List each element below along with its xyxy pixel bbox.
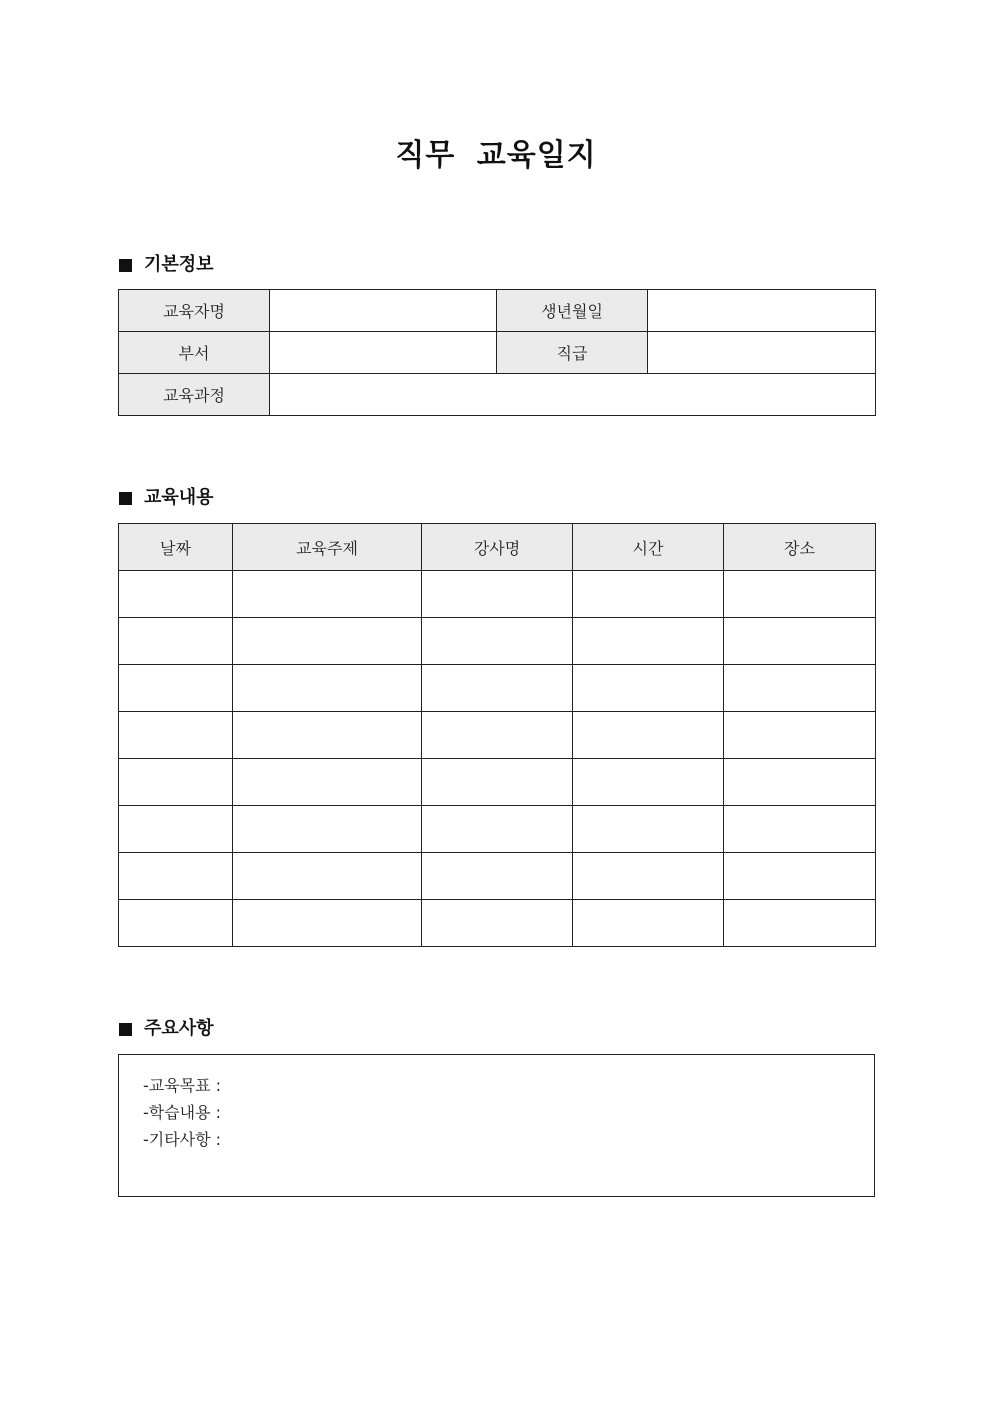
date-cell[interactable] [119, 900, 233, 947]
page-title: 직무 교육일지 [395, 138, 597, 173]
topic-cell[interactable] [233, 665, 422, 712]
time-cell[interactable] [573, 900, 724, 947]
topic-cell[interactable] [233, 759, 422, 806]
table-header-row [119, 524, 876, 571]
square-bullet-icon [119, 492, 132, 505]
table-row [119, 806, 876, 853]
instructor-cell[interactable] [422, 571, 573, 618]
key-points-box[interactable] [118, 1054, 875, 1197]
location-cell[interactable] [724, 665, 876, 712]
time-cell[interactable] [573, 806, 724, 853]
course-field[interactable] [270, 374, 876, 416]
table-row [119, 853, 876, 900]
topic-cell[interactable] [233, 712, 422, 759]
trainee-name-label: 교육자명 [119, 290, 270, 332]
section-title: 기본정보 [144, 254, 214, 275]
time-cell[interactable] [573, 665, 724, 712]
table-row [119, 759, 876, 806]
location-cell[interactable] [724, 806, 876, 853]
instructor-cell[interactable] [422, 759, 573, 806]
instructor-cell[interactable] [422, 712, 573, 759]
note-line-learning: -학습내용 : [143, 1103, 222, 1122]
location-cell[interactable] [724, 853, 876, 900]
location-cell[interactable] [724, 900, 876, 947]
section-title: 교육내용 [144, 487, 214, 508]
time-cell[interactable] [573, 712, 724, 759]
position-field[interactable] [648, 332, 876, 374]
location-cell[interactable] [724, 712, 876, 759]
location-cell[interactable] [724, 571, 876, 618]
basic-info-table [118, 289, 876, 416]
column-header-time: 시간 [573, 524, 724, 571]
instructor-cell[interactable] [422, 618, 573, 665]
note-line-goal: -교육목표 : [143, 1076, 222, 1095]
trainee-name-field[interactable] [270, 290, 497, 332]
table-row [119, 665, 876, 712]
section-title: 주요사항 [144, 1018, 214, 1039]
section-heading-education-content [119, 486, 214, 510]
topic-cell[interactable] [233, 900, 422, 947]
time-cell[interactable] [573, 571, 724, 618]
time-cell[interactable] [573, 618, 724, 665]
column-header-date: 날짜 [119, 524, 233, 571]
instructor-cell[interactable] [422, 853, 573, 900]
instructor-cell[interactable] [422, 806, 573, 853]
table-row [119, 618, 876, 665]
square-bullet-icon [119, 1023, 132, 1036]
date-cell[interactable] [119, 806, 233, 853]
table-row [119, 290, 876, 332]
date-cell[interactable] [119, 712, 233, 759]
course-label: 교육과정 [119, 374, 270, 416]
instructor-cell[interactable] [422, 900, 573, 947]
instructor-cell[interactable] [422, 665, 573, 712]
date-cell[interactable] [119, 759, 233, 806]
section-heading-key-points [119, 1017, 214, 1041]
note-line-other: -기타사항 : [143, 1130, 222, 1149]
topic-cell[interactable] [233, 618, 422, 665]
education-content-table [118, 523, 876, 947]
table-row [119, 900, 876, 947]
table-row [119, 374, 876, 416]
time-cell[interactable] [573, 759, 724, 806]
time-cell[interactable] [573, 853, 724, 900]
location-cell[interactable] [724, 759, 876, 806]
column-header-instructor: 강사명 [422, 524, 573, 571]
square-bullet-icon [119, 259, 132, 272]
table-row [119, 571, 876, 618]
position-label: 직급 [497, 332, 648, 374]
table-row [119, 712, 876, 759]
column-header-location: 장소 [724, 524, 876, 571]
department-label: 부서 [119, 332, 270, 374]
date-cell[interactable] [119, 853, 233, 900]
date-cell[interactable] [119, 618, 233, 665]
birth-date-field[interactable] [648, 290, 876, 332]
topic-cell[interactable] [233, 571, 422, 618]
birth-date-label: 생년월일 [497, 290, 648, 332]
topic-cell[interactable] [233, 853, 422, 900]
location-cell[interactable] [724, 618, 876, 665]
date-cell[interactable] [119, 571, 233, 618]
department-field[interactable] [270, 332, 497, 374]
topic-cell[interactable] [233, 806, 422, 853]
table-row [119, 332, 876, 374]
date-cell[interactable] [119, 665, 233, 712]
column-header-topic: 교육주제 [233, 524, 422, 571]
section-heading-basic-info [119, 253, 214, 277]
